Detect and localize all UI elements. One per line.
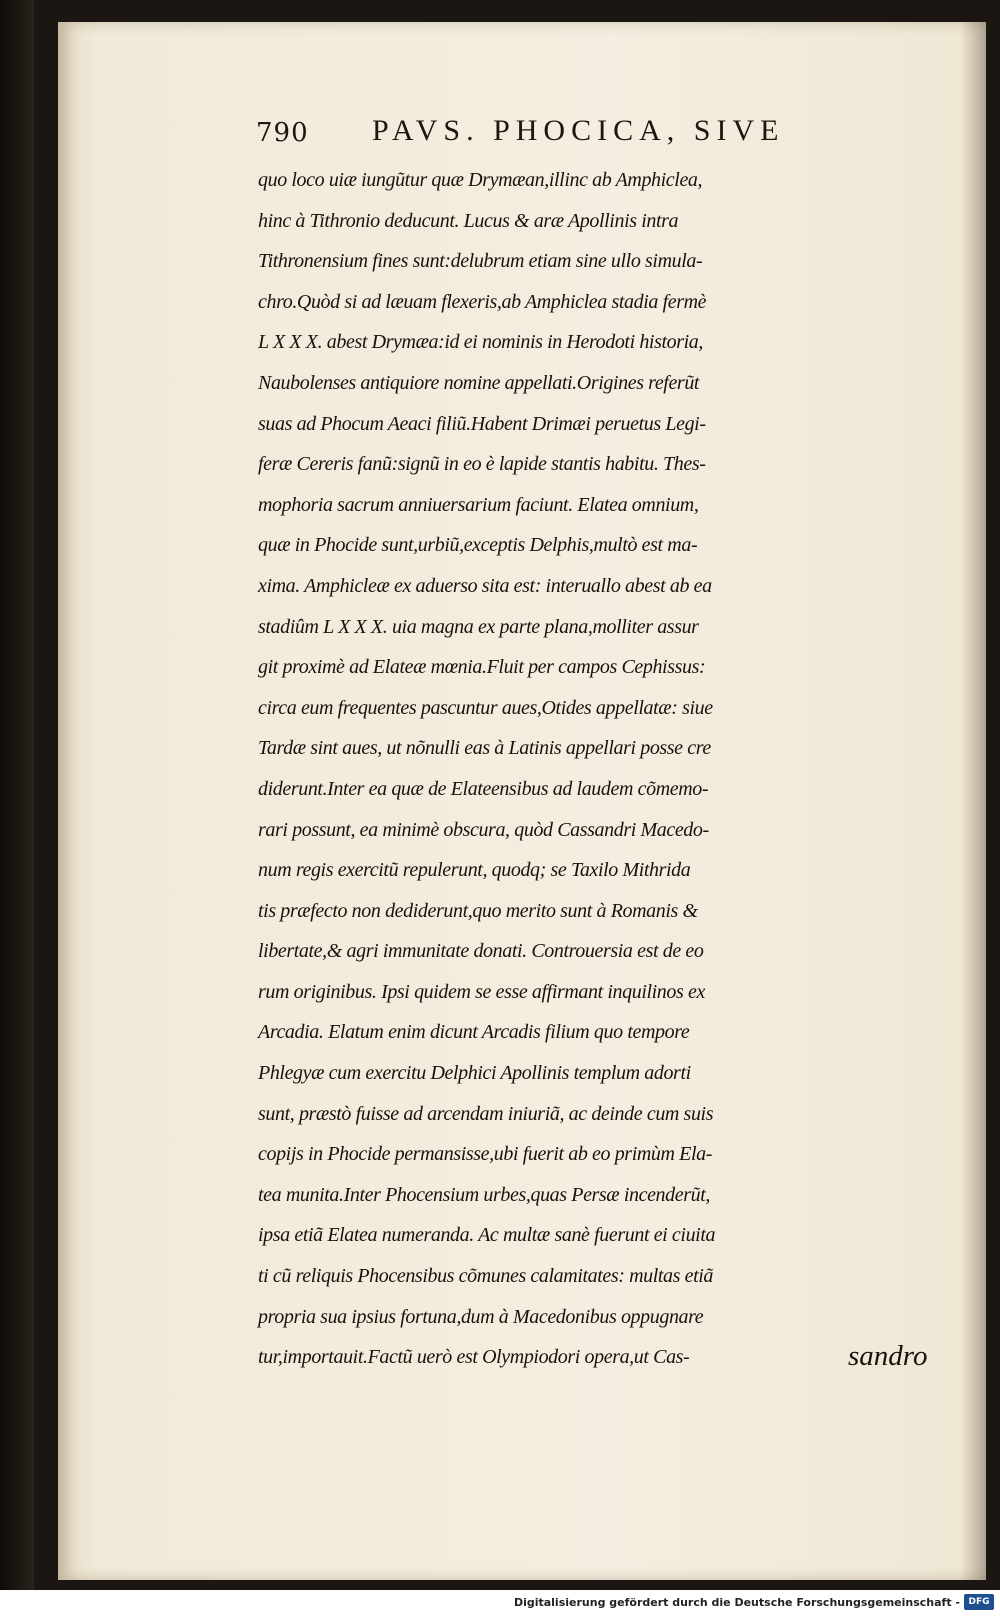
text-line: num regis exercitũ repulerunt, quodq; se Taxilo Mithrida xyxy=(258,859,691,882)
dfg-logo-icon: DFG xyxy=(964,1594,994,1610)
text-line: copijs in Phocide permansisse,ubi fuerit ab eo primùm Ela- xyxy=(258,1143,712,1166)
text-line: quæ in Phocide sunt,urbiũ,exceptis Delphis,multò est ma- xyxy=(258,534,698,557)
running-title: PAVS. PHOCICA, SIVE xyxy=(372,114,785,147)
text-line: Naubolenses antiquiore nomine appellati.Origines referũt xyxy=(258,371,700,394)
text-line: Tardæ sint aues, ut nõnulli eas à Latinis appellari posse cre xyxy=(258,737,711,760)
text-line: suas ad Phocum Aeaci filiũ.Habent Drimæi peruetus Legi- xyxy=(258,412,706,435)
text-line: sunt, præstò fuisse ad arcendam iniuriã, ac deinde cum suis xyxy=(258,1102,714,1125)
text-line: mophoria sacrum anniuersarium faciunt. Elatea omnium, xyxy=(258,493,699,516)
text-line: propria sua ipsius fortuna,dum à Macedonibus oppugnare xyxy=(258,1305,704,1328)
text-line: L X X X. abest Drymæa:id ei nominis in Herodoti historia, xyxy=(258,331,703,354)
running-head xyxy=(256,114,876,158)
text-line: ipsa etiã Elatea numeranda. Ac multæ sanè fuerunt ei ciuita xyxy=(258,1224,716,1247)
text-line: hinc à Tithronio deducunt. Lucus & aræ Apollinis intra xyxy=(258,209,679,232)
page-gutter-shadow xyxy=(960,22,986,1580)
text-line: git proximè ad Elateæ mœnia.Fluit per campos Cephissus: xyxy=(258,656,706,679)
text-line: quo loco uiæ iungũtur quæ Drymæan,illinc ab Amphiclea, xyxy=(258,169,703,191)
text-line: circa eum frequentes pascuntur aues,Otides appellatæ: siue xyxy=(258,696,713,719)
text-line: tea munita.Inter Phocensium urbes,quas Persæ incenderũt, xyxy=(258,1183,710,1206)
text-line: libertate,& agri immunitate donati. Controuersia est de eo xyxy=(258,940,704,963)
scanner-edge xyxy=(0,0,34,1590)
text-line: diderunt.Inter ea quæ de Elateensibus ad laudem cõmemo- xyxy=(258,777,709,800)
text-line: Arcadia. Elatum enim dicunt Arcadis filium quo tempore xyxy=(258,1021,690,1044)
page-number: 790 xyxy=(256,118,309,148)
text-line: rum originibus. Ipsi quidem se esse affirmant inquilinos ex xyxy=(258,980,705,1003)
text-line: feræ Cereris fanũ:signũ in eo è lapide stantis habitu. Thes- xyxy=(258,453,706,476)
text-line: stadiûm L X X X. uia magna ex parte plana,molliter assur xyxy=(258,615,699,638)
footer-credit: Digitalisierung gefördert durch die Deutsche Forschungsgemeinschaft - xyxy=(513,1596,960,1609)
text-line: Tithronensium fines sunt:delubrum etiam sine ullo simula- xyxy=(258,250,703,273)
text-line: Phlegyæ cum exercitu Delphici Apollinis templum adorti xyxy=(258,1062,691,1085)
body-text xyxy=(258,160,938,1378)
text-line: chro.Quòd si ad læuam flexeris,ab Amphiclea stadia fermè xyxy=(258,290,707,313)
text-line: rari possunt, ea minimè obscura, quòd Cassandri Macedo- xyxy=(258,818,709,841)
text-line: tis præfecto non dediderunt,quo merito sunt à Romanis & xyxy=(258,899,698,922)
text-line: ti cũ reliquis Phocensibus cõmunes calamitates: multas etiã xyxy=(258,1265,714,1288)
catchword: sandro xyxy=(848,1340,928,1372)
text-line: xima. Amphicleæ ex aduerso sita est: interuallo abest ab ea xyxy=(258,574,712,597)
text-line: tur,importauit.Factũ uerò est Olympiodori opera,ut Cas- xyxy=(258,1346,690,1369)
footer-bar xyxy=(0,1590,1000,1617)
